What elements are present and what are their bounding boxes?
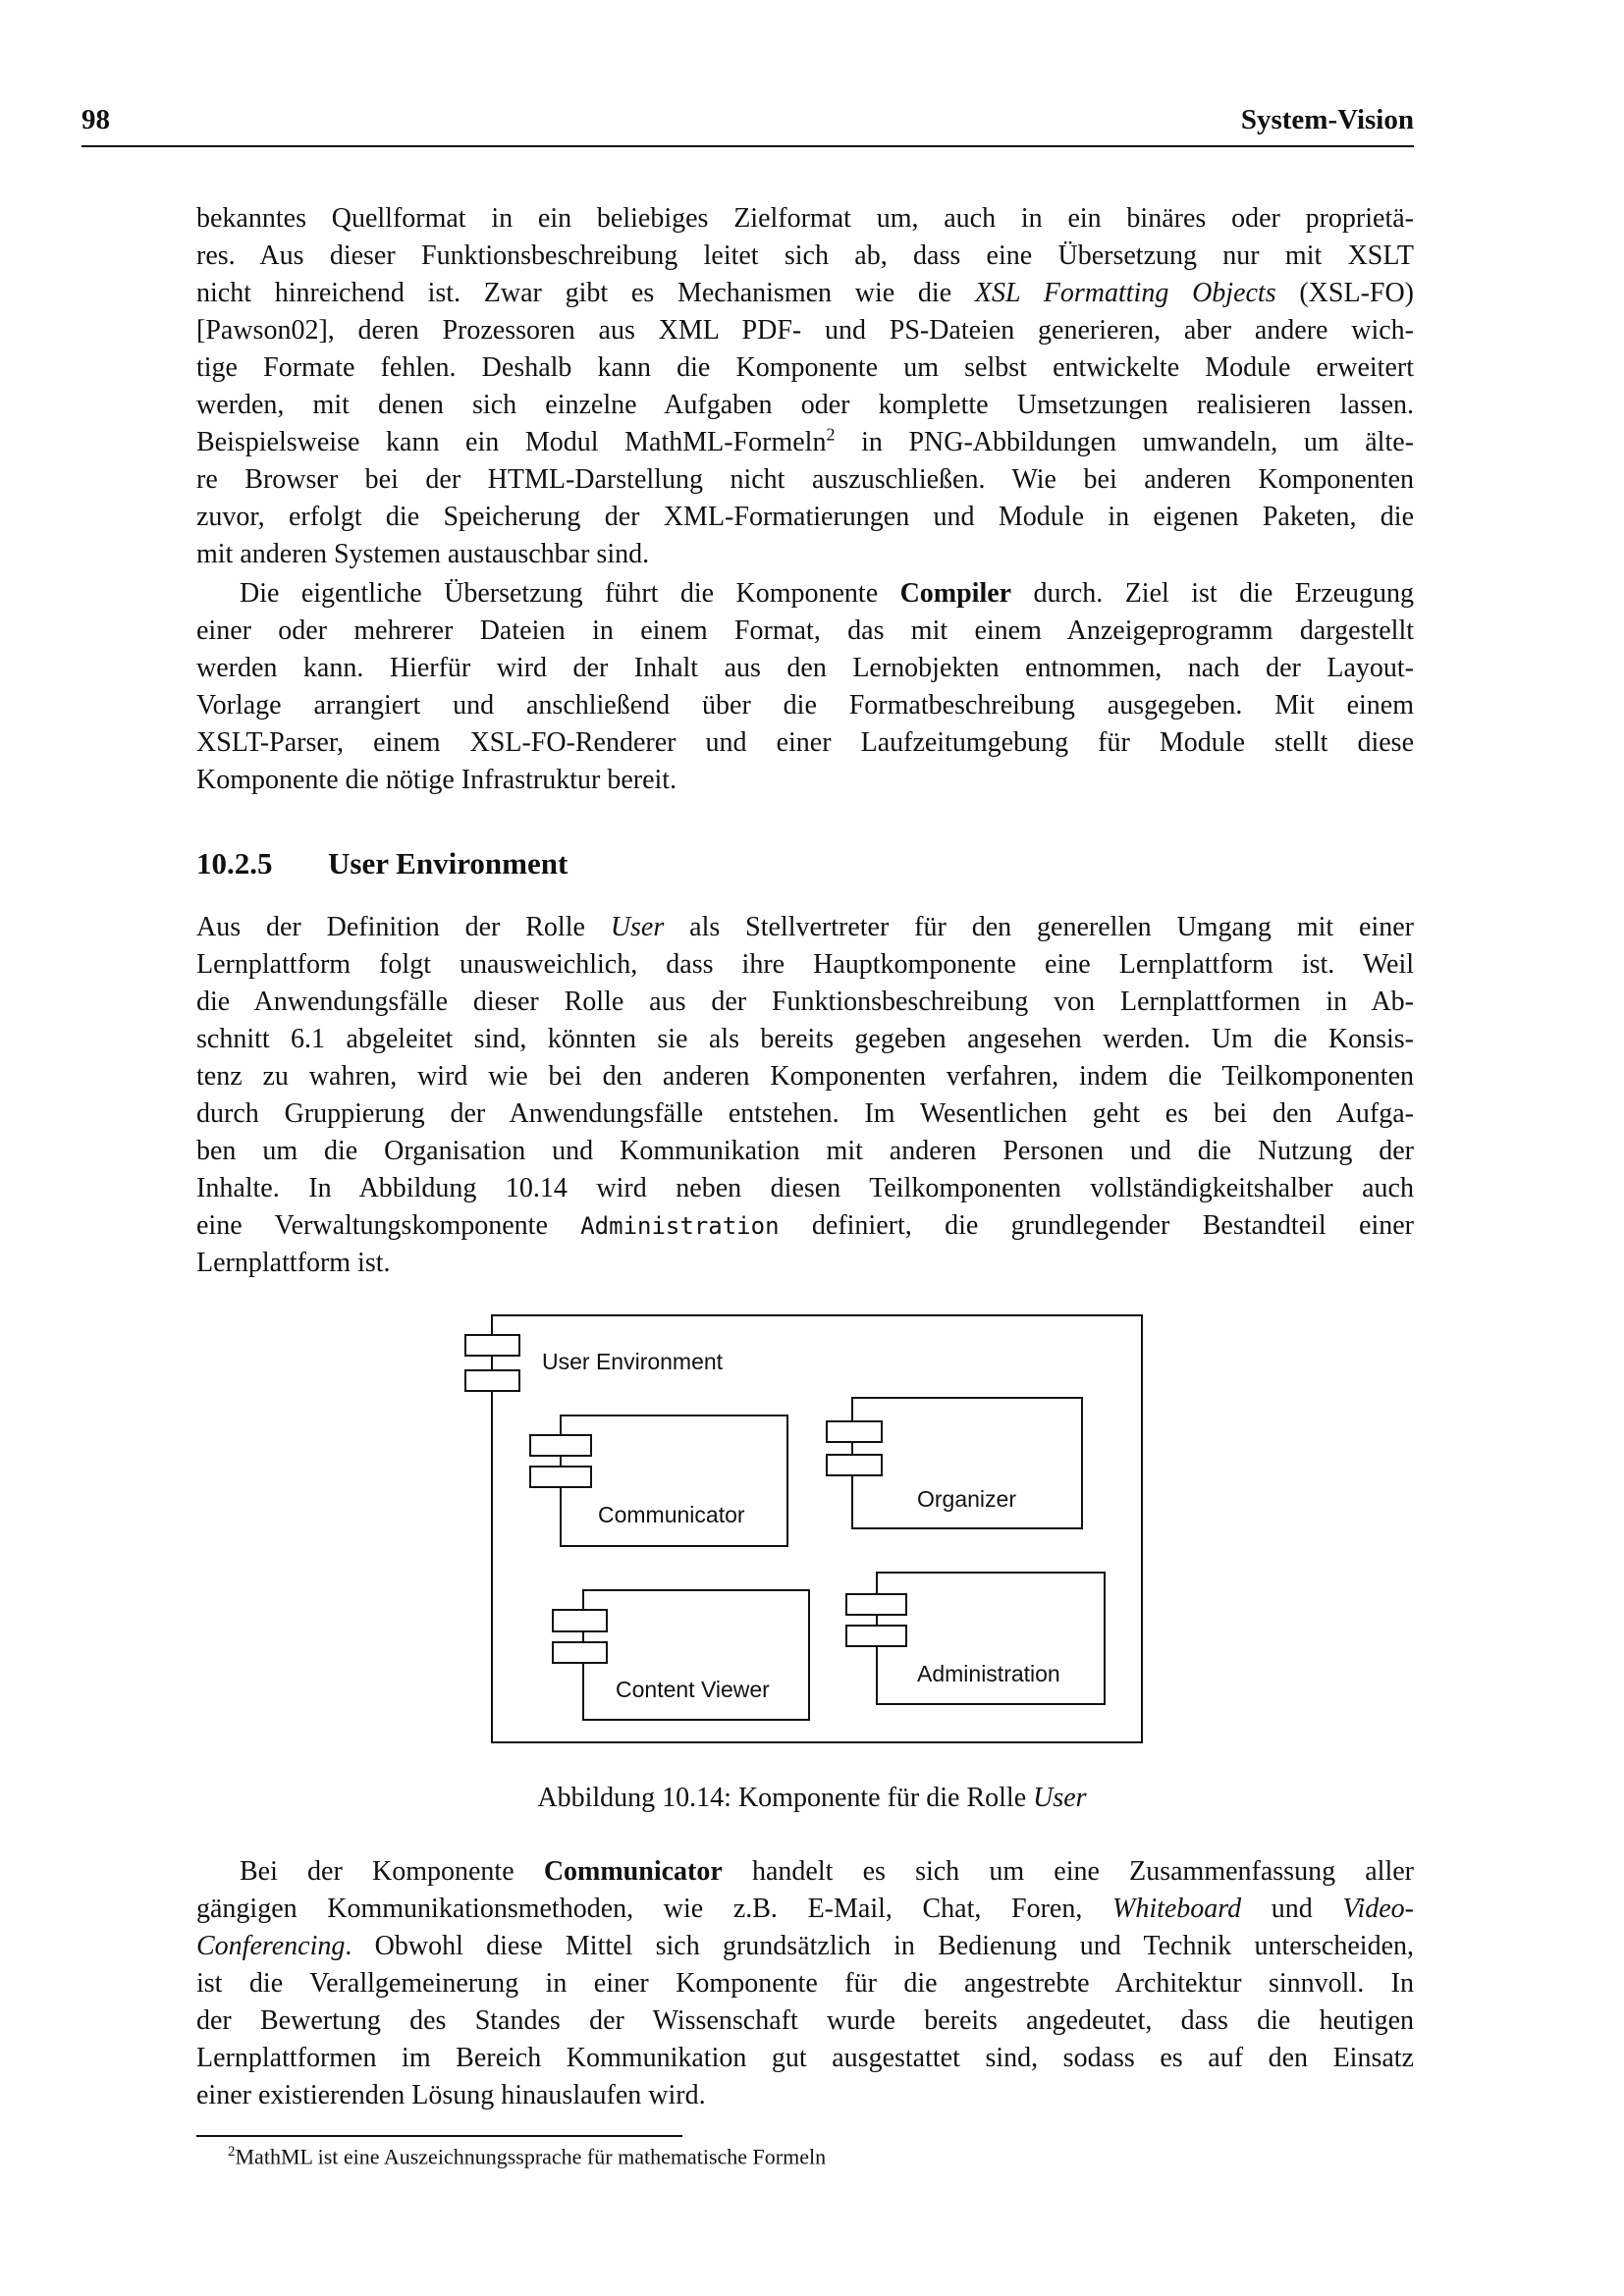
caption-text: Abbildung 10.14: Komponente für die Rolle: [537, 1783, 1034, 1813]
text-run: einer oder mehrerer Dateien in einem Format, das mit einem Anzeigeprogramm dargestellt: [196, 615, 1414, 646]
text-run: Beispielsweise kann ein Modul MathML-Formeln: [196, 427, 827, 457]
component-icon: [846, 1626, 906, 1646]
text-run: und: [1241, 1894, 1343, 1924]
page-number: 98: [81, 104, 110, 135]
content-viewer-label: Content Viewer: [616, 1677, 770, 1702]
text-run: Administration: [580, 1212, 780, 1240]
text-run: der Bewertung des Standes der Wissenschaft wurde bereits angedeutet, dass die heutigen: [196, 2005, 1414, 2036]
component-icon: [846, 1594, 906, 1615]
text-run: mit anderen Systemen austauschbar sind.: [196, 539, 650, 569]
text-run: Lernplattform folgt unausweichlich, dass ihre Hauptkomponente eine Lernplattform ist. Weil: [196, 949, 1414, 980]
figure-caption: [0, 1780, 1624, 1817]
text-run: Inhalte. In Abbildung 10.14 wird neben diesen Teilkomponenten vollständigkeitshalber auch: [196, 1173, 1414, 1203]
paragraph: [196, 1853, 1414, 2114]
text-run: Vorlage arrangiert und anschließend über die Formatbeschreibung ausgegeben. Mit einem: [196, 690, 1414, 721]
text-run: durch Gruppierung der Anwendungsfälle entstehen. Im Wesentlichen geht es bei den Aufga-: [196, 1098, 1414, 1129]
caption-role: User: [1033, 1783, 1087, 1813]
text-run: Conferencing: [196, 1931, 346, 1961]
text-run: XSL Formatting Objects: [974, 278, 1276, 308]
text-run: Communicator: [543, 1856, 723, 1887]
text-run: definiert, die grundlegender Bestandteil einer: [779, 1210, 1414, 1241]
text-run: [Pawson02], deren Prozessoren aus XML PDF- und PS-Dateien generieren, aber andere wich-: [196, 315, 1414, 346]
text-run: in PNG-Abbildungen umwandeln, um älte-: [835, 427, 1414, 457]
text-run: werden, mit denen sich einzelne Aufgaben oder komplette Umsetzungen realisieren lassen.: [196, 390, 1414, 420]
running-header: System-Vision: [1240, 104, 1414, 135]
text-run: Aus der Definition der Rolle: [196, 912, 611, 942]
text-run: zuvor, erfolgt die Speicherung der XML-Formatierungen und Module in eigenen Paketen, die: [196, 502, 1414, 532]
text-run: bekanntes Quellformat in ein beliebiges Zielformat um, auch in ein binäres oder proprietä-: [196, 203, 1414, 234]
text-run: tige Formate fehlen. Deshalb kann die Komponente um selbst entwickelte Module erweitert: [196, 352, 1414, 383]
footnote-mark: 2: [228, 2144, 236, 2160]
text-run: User: [610, 912, 665, 942]
component-icon: [530, 1467, 591, 1487]
text-run: handelt es sich um eine Zusammenfassung aller: [722, 1856, 1414, 1887]
text-run: als Stellvertreter für den generellen Umgang mit einer: [664, 912, 1415, 942]
component-icon: [530, 1435, 591, 1456]
text-run: Die eigentliche Übersetzung führt die Komponente: [240, 578, 900, 609]
text-run: res. Aus dieser Funktionsbeschreibung leitet sich ab, dass eine Übersetzung nur mit XSLT: [196, 240, 1414, 271]
text-run: Bei der Komponente: [240, 1856, 544, 1887]
section-title: User Environment: [328, 846, 568, 881]
text-run: ben um die Organisation und Kommunikation mit anderen Personen und die Nutzung der: [196, 1136, 1414, 1166]
text-run: Lernplattform ist.: [196, 1248, 391, 1278]
component-icon: [553, 1610, 607, 1631]
footnote-text: MathML ist eine Auszeichnungssprache für mathematische Formeln: [235, 2144, 827, 2169]
text-run: einer existierenden Lösung hinauslaufen wird.: [196, 2080, 706, 2110]
text-line: [196, 1891, 1414, 1928]
text-run: Whiteboard: [1112, 1894, 1242, 1924]
text-run: werden kann. Hierfür wird der Inhalt aus den Lernobjekten entnommen, nach der Layout-: [196, 653, 1414, 683]
section-number: 10.2.5: [196, 846, 273, 881]
text-run: Video-: [1342, 1894, 1415, 1924]
text-run: . Obwohl diese Mittel sich grundsätzlich in Bedienung und Technik unterscheiden,: [345, 1931, 1414, 1961]
component-icon: [827, 1455, 882, 1475]
component-icon: [553, 1642, 607, 1663]
text-run: die Anwendungsfälle dieser Rolle aus der Funktionsbeschreibung von Lernplattformen in Ab-: [196, 987, 1414, 1017]
text-run: Komponente die nötige Infrastruktur bereit.: [196, 765, 677, 795]
text-run: durch. Ziel ist die Erzeugung: [1011, 578, 1414, 609]
text-line: [196, 1853, 1414, 1891]
text-run: gängigen Kommunikationsmethoden, wie z.B. E-Mail, Chat, Foren,: [196, 1894, 1112, 1924]
component-icon: [465, 1335, 519, 1356]
component-icon: [827, 1421, 882, 1442]
text-run: re Browser bei der HTML-Darstellung nicht auszuschließen. Wie bei anderen Komponenten: [196, 464, 1414, 495]
administration-label: Administration: [917, 1661, 1060, 1686]
text-run: eine Verwaltungskomponente: [196, 1210, 581, 1241]
text-line: [196, 2002, 1414, 2040]
text-line: [196, 2040, 1414, 2077]
text-run: (XSL-FO): [1275, 278, 1415, 308]
user-environment-label: User Environment: [542, 1349, 724, 1374]
text-run: ist die Verallgemeinerung in einer Komponente für die angestrebte Architektur sinnvoll. In: [196, 1968, 1414, 1999]
communicator-label: Communicator: [598, 1502, 745, 1527]
text-run: nicht hinreichend ist. Zwar gibt es Mechanismen wie die: [196, 278, 975, 308]
component-icon: [465, 1370, 519, 1391]
text-line: [196, 1928, 1414, 1965]
text-run: XSLT-Parser, einem XSL-FO-Renderer und einer Laufzeitumgebung für Module stellt diese: [196, 727, 1414, 758]
footnote: [228, 2144, 826, 2169]
organizer-label: Organizer: [917, 1486, 1016, 1512]
footnote-reference: 2: [826, 424, 836, 445]
text-line: [196, 2077, 1414, 2114]
footnote-rule: [196, 2135, 682, 2137]
text-run: schnitt 6.1 abgeleitet sind, könnten sie als bereits gegeben angesehen werden. Um die Konsis-: [196, 1024, 1414, 1054]
text-run: Compiler: [899, 578, 1012, 609]
text-line: [196, 1965, 1414, 2002]
text-run: tenz zu wahren, wird wie bei den anderen Komponenten verfahren, indem die Teilkomponenten: [196, 1061, 1414, 1092]
text-run: Lernplattformen im Bereich Kommunikation gut ausgestattet sind, sodass es auf den Einsatz: [196, 2043, 1414, 2073]
